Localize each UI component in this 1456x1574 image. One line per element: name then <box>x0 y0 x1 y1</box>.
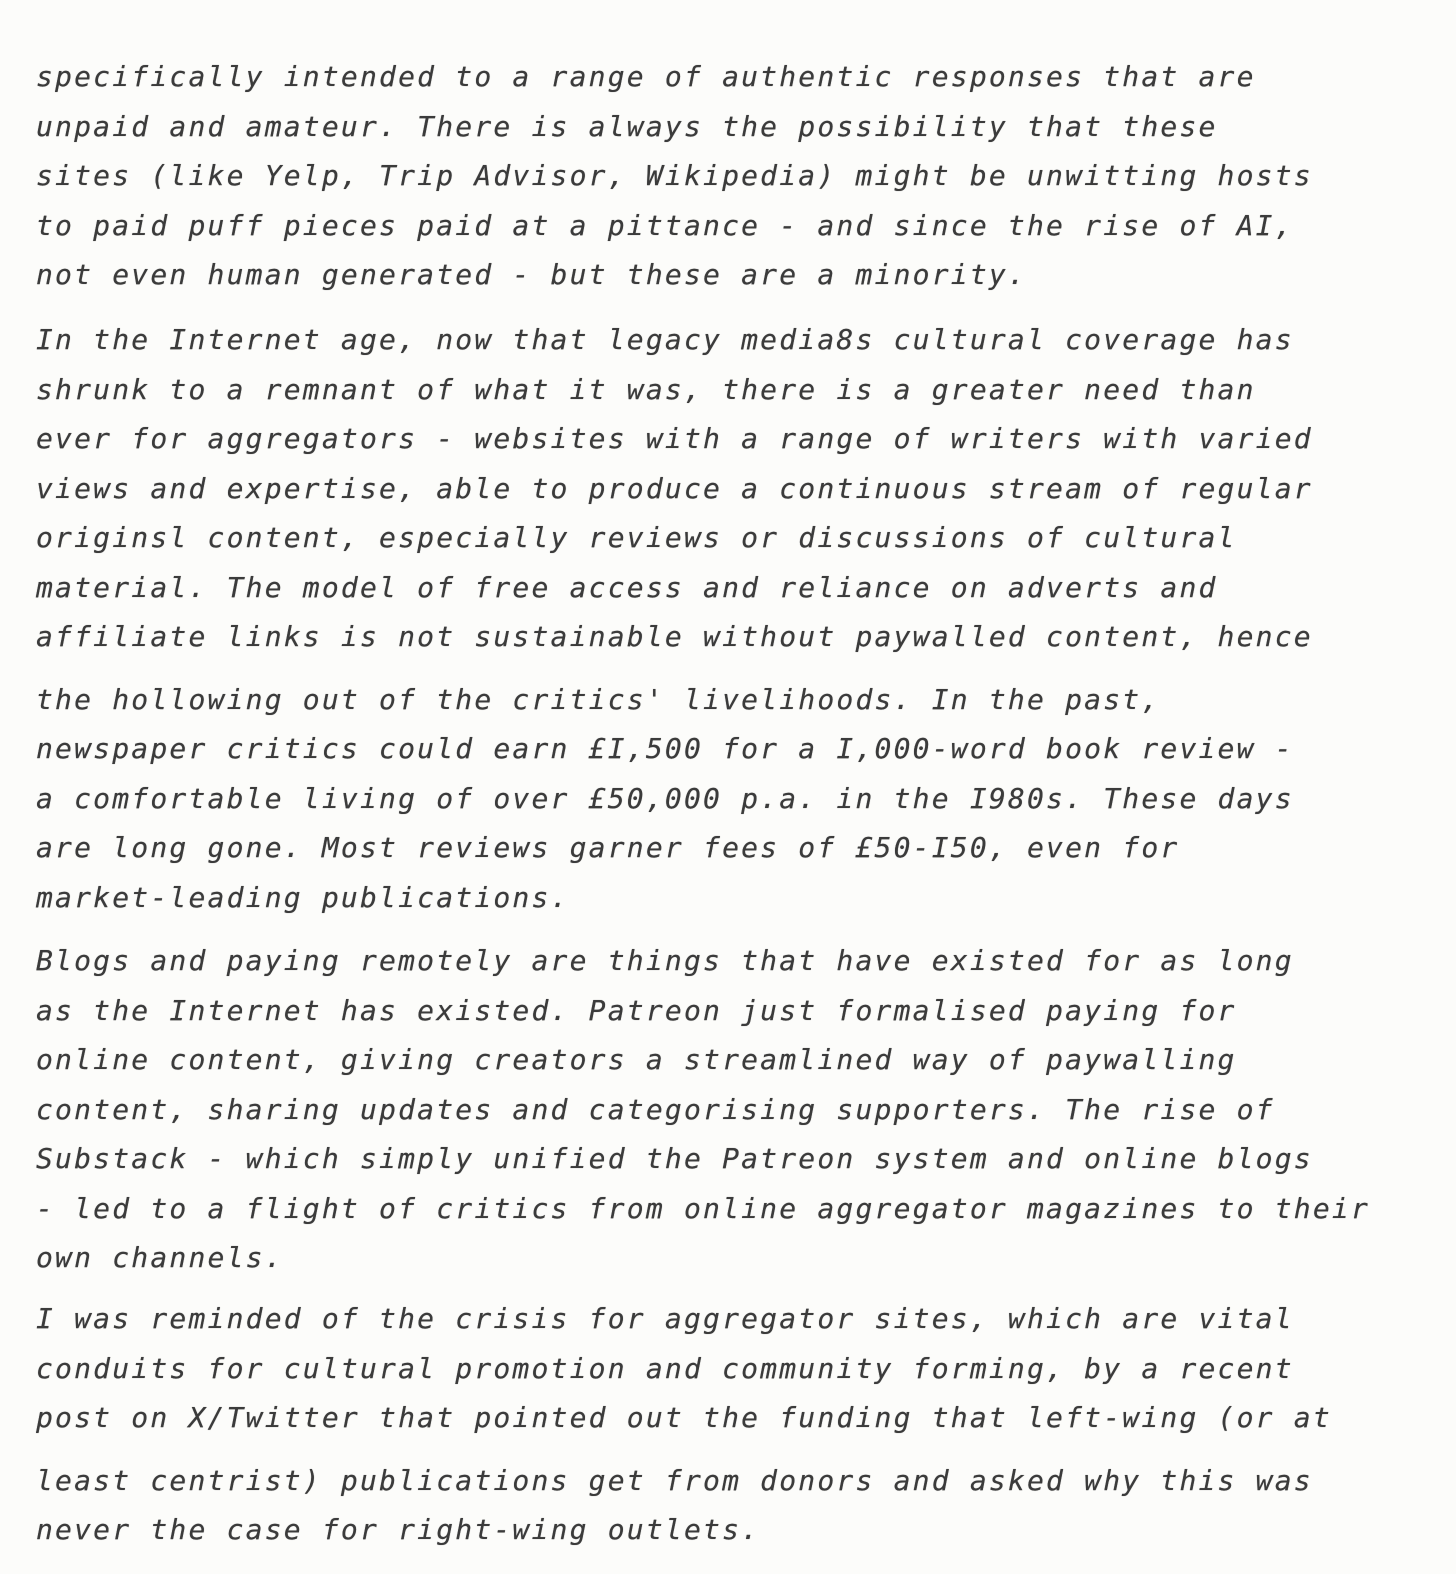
text-line: Substack - which simply unified the Patreon system and online blogs <box>36 1142 1313 1175</box>
text-line: market-leading publications. <box>36 880 570 914</box>
text-line: I was reminded of the crisis for aggregator sites, which are vital <box>36 1302 1294 1335</box>
text-line: material. The model of free access and reliance on adverts and <box>36 570 1218 604</box>
text-line: are long gone. Most reviews garner fees of £50-I50, even for <box>36 831 1180 864</box>
text-line: unpaid and amateur. There is always the possibility that these <box>36 109 1218 143</box>
paragraph-4 <box>36 1294 1332 1555</box>
text-line: never the case for right-wing outlets. <box>36 1513 761 1546</box>
text-line: own channels. <box>36 1241 284 1274</box>
text-line: - led to a flight of critics from online aggregator magazines to their <box>36 1191 1371 1225</box>
text-line: sites (like Yelp, Trip Advisor, Wikipedia) might be unwitting hosts <box>36 159 1313 192</box>
text-line: ever for aggregators - websites with a range of writers with varied <box>36 422 1313 455</box>
text-line: online content, giving creators a streamlined way of paywalling <box>36 1043 1237 1076</box>
text-line: least centrist) publications get from donors and asked why this was <box>36 1463 1313 1497</box>
text-line: newspaper critics could earn £I,500 for a I,000-word book review - <box>36 732 1294 765</box>
text-line: Blogs and paying remotely are things that have existed for as long <box>36 944 1294 977</box>
text-line: specifically intended to a range of authentic responses that are <box>36 60 1256 93</box>
text-line: a comfortable living of over £50,000 p.a. in the I980s. These days <box>36 781 1294 815</box>
text-line: not even human generated - but these are a minority. <box>36 258 1027 291</box>
text-line: to paid puff pieces paid at a pittance - and since the rise of AI, <box>36 208 1294 242</box>
paragraph-3 <box>36 936 1370 1283</box>
text-line: views and expertise, able to produce a continuous stream of regular <box>36 471 1313 505</box>
paragraph-2 <box>36 315 1313 922</box>
text-line: conduits for cultural promotion and community forming, by a recent <box>36 1351 1294 1385</box>
paragraph-1 <box>36 52 1313 300</box>
text-line: shrunk to a remnant of what it was, there is a greater need than <box>36 372 1256 406</box>
text-line: In the Internet age, now that legacy media8s cultural coverage has <box>36 323 1294 356</box>
text-line: as the Internet has existed. Patreon just formalised paying for <box>36 993 1237 1027</box>
text-line: content, sharing updates and categorising supporters. The rise of <box>36 1092 1275 1126</box>
text-line: affiliate links is not sustainable without paywalled content, hence <box>36 620 1313 653</box>
text-line: post on X/Twitter that pointed out the funding that left-wing (or at <box>36 1401 1332 1434</box>
text-line: originsl content, especially reviews or discussions of cultural <box>36 521 1237 554</box>
text-line: the hollowing out of the critics' livelihoods. In the past, <box>36 682 1161 716</box>
